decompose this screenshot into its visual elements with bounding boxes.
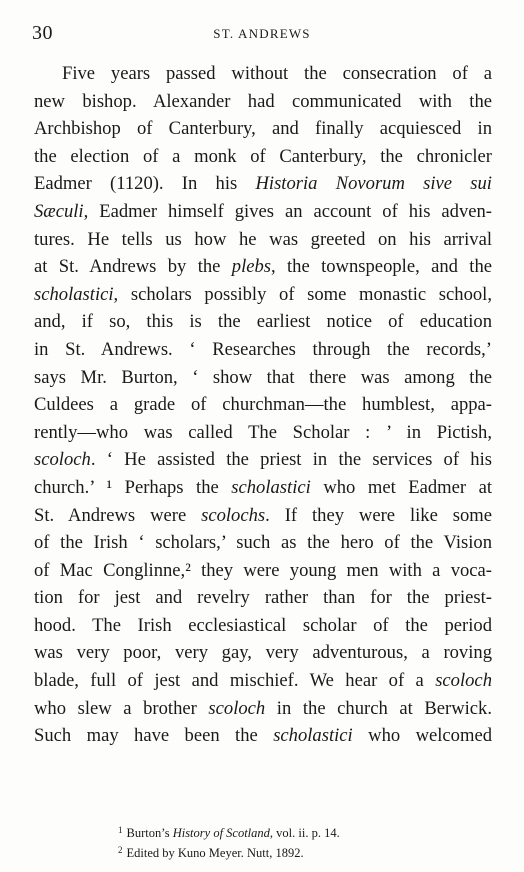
text-line: tion for jest and revelry rather than for the priest- (34, 587, 492, 609)
text-line: says Mr. Burton, ‘ show that there was among the (34, 366, 492, 388)
footnote-text: Burton’s History of Scotland, vol. ii. p. 14. (126, 826, 340, 840)
page-header (32, 22, 492, 44)
text-line: scholastici, scholars possibly of some monastic school, (34, 283, 492, 305)
text-line: Archbishop of Canterbury, and finally acquiesced in (34, 118, 492, 140)
text-line: new bishop. Alexander had communicated with the (34, 90, 492, 112)
text-line: Five years passed without the consecration of a (62, 63, 492, 84)
footnotes (118, 822, 478, 862)
text-line: Such may have been the scholastici who welcomed (34, 725, 492, 747)
text-line: of the Irish ‘ scholars,’ such as the hero of the Vision (34, 532, 492, 554)
text-line: church.’ ¹ Perhaps the scholastici who met Eadmer at (34, 476, 492, 498)
text-line: tures. He tells us how he was greeted on his arrival (34, 228, 492, 250)
text-line: blade, full of jest and mischief. We hear of a scoloch (34, 670, 492, 692)
body-paragraph (34, 60, 492, 750)
text-line: of Mac Conglinne,² they were young men with a voca- (34, 559, 492, 581)
text-line: scoloch. ‘ He assisted the priest in the services of his (34, 449, 492, 471)
text-line: and, if so, this is the earliest notice of education (34, 311, 492, 333)
text-line: was very poor, very gay, very adventurous, a roving (34, 642, 492, 664)
page-number: 30 (32, 22, 53, 44)
text-line: Sæculi, Eadmer himself gives an account of his adven- (34, 200, 492, 222)
text-line: the election of a monk of Canterbury, the chronicler (34, 145, 492, 167)
text-line: hood. The Irish ecclesiastical scholar of the period (34, 614, 492, 636)
footnote-text: Edited by Kuno Meyer. Nutt, 1892. (126, 846, 304, 860)
text-line: Eadmer (1120). In his Historia Novorum sive sui (34, 173, 492, 195)
text-line: at St. Andrews by the plebs, the townspeople, and the (34, 256, 492, 278)
text-line: St. Andrews were scolochs. If they were like some (34, 504, 492, 526)
footnote (118, 842, 478, 862)
text-line: rently—who was called The Scholar : ’ in Pictish, (34, 421, 492, 443)
footnote-mark: 1 (118, 825, 123, 835)
running-head: ST. ANDREWS (213, 26, 311, 41)
text-line: in St. Andrews. ‘ Researches through the records,’ (34, 338, 492, 360)
footnote (118, 822, 478, 842)
text-line: Culdees a grade of churchman—the humblest, appa- (34, 394, 492, 416)
text-line: who slew a brother scoloch in the church at Berwick. (34, 697, 492, 719)
footnote-mark: 2 (118, 845, 123, 855)
